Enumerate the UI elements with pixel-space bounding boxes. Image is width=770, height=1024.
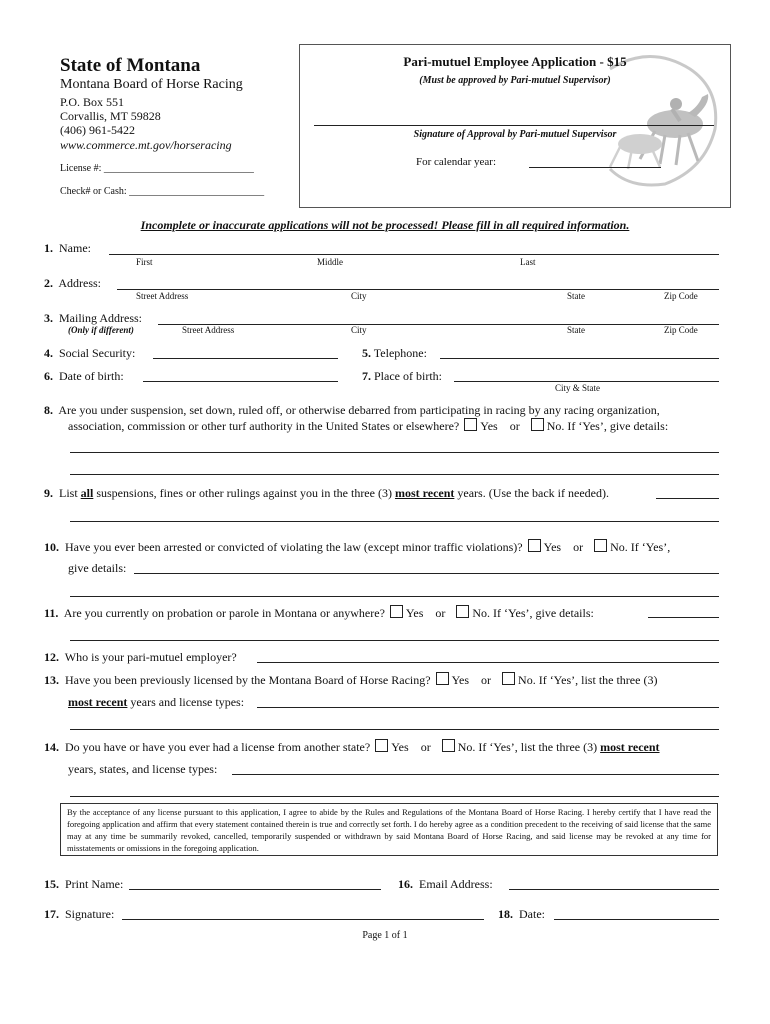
q3-row: 3. Mailing Address:	[44, 311, 142, 325]
middle-label: Middle	[317, 257, 343, 267]
address-field[interactable]	[117, 275, 719, 289]
email-address-field[interactable]	[509, 875, 719, 889]
q12-line	[257, 662, 719, 663]
address-line-1: P.O. Box 551	[60, 95, 125, 109]
q9-inline-line[interactable]	[656, 498, 719, 499]
q2-line	[117, 289, 719, 290]
q2-row: 2. Address:	[44, 276, 102, 290]
q10-yes-checkbox[interactable]	[528, 539, 541, 552]
city-label: City	[351, 291, 367, 301]
q8-line2: association, commission or other turf authority in the United States or elsewhere? Yes or No. If ‘Yes’, give details:	[68, 419, 669, 433]
q11-detail-line[interactable]	[70, 640, 719, 641]
q12-row: 12. Who is your pari-mutuel employer?	[44, 650, 237, 664]
q8-yes-checkbox[interactable]	[464, 418, 477, 431]
q13-yes-checkbox[interactable]	[436, 672, 449, 685]
license-number-label: License #: ______________________________	[60, 163, 254, 174]
name-field[interactable]	[109, 240, 719, 254]
q13-row: 13. Have you been previously licensed by the Montana Board of Horse Racing? Yes or No. If ‘Yes’, list the three (3)	[44, 673, 658, 687]
q11-yes-checkbox[interactable]	[390, 605, 403, 618]
q5-row: 5. Telephone:	[362, 346, 427, 360]
q14-yes-checkbox[interactable]	[375, 739, 388, 752]
calendar-year-line	[529, 167, 661, 168]
social-security-field[interactable]	[153, 344, 338, 358]
mailing-zip-label: Zip Code	[664, 325, 698, 335]
calendar-year-field[interactable]	[529, 153, 661, 167]
q9-detail-line[interactable]	[70, 521, 719, 522]
q15-line	[129, 889, 381, 890]
agreement-text: By the acceptance of any license pursuant to this application, I agree to abide by the Rules and Regulations of the Montana Board of Horse Racing. I hereby certify that I have read the foregoing application and affirm that every statement contained therein is true and correctly set forth. I do hereby agree as a condition precedent to the receiving of said license that the same may at any time be summarily revoked, cancelled, temporarily suspended or withdrawn by said Montana Board of Horse Racing, and said license may be revoked at any time for misstatements or omissions in the foregoing application.	[60, 803, 718, 856]
page-number: Page 1 of 1	[362, 930, 408, 941]
approval-box	[299, 44, 731, 208]
date-field[interactable]	[554, 905, 719, 919]
telephone-field[interactable]	[440, 344, 719, 358]
state-label: State	[567, 291, 585, 301]
q16-row: 16. Email Address:	[398, 877, 493, 891]
print-name-field[interactable]	[129, 875, 381, 889]
check-cash-label: Check# or Cash: ___________________________	[60, 186, 265, 197]
q11-row: 11. Are you currently on probation or parole in Montana or anywhere? Yes or No. If ‘Yes’, give details:	[44, 606, 594, 620]
q18-line	[554, 919, 719, 920]
q4-row: 4. Social Security:	[44, 346, 136, 360]
q8-no-checkbox[interactable]	[531, 418, 544, 431]
q5-line	[440, 358, 719, 359]
q4-line	[153, 358, 338, 359]
q8-detail-line-1[interactable]	[70, 452, 719, 453]
place-of-birth-field[interactable]	[454, 367, 719, 381]
only-if-different-note: (Only if different)	[68, 325, 134, 335]
mailing-street-label: Street Address	[182, 325, 235, 335]
q3-line	[158, 324, 719, 325]
website: www.commerce.mt.gov/horseracing	[60, 138, 232, 152]
q1-line	[109, 254, 719, 255]
q6-row: 6. Date of birth:	[44, 369, 124, 383]
q18-row: 18. Date:	[498, 907, 545, 921]
q13-detail-line-1[interactable]	[257, 707, 719, 708]
q13-detail-line-2[interactable]	[70, 729, 719, 730]
q6-line	[143, 381, 338, 382]
q10-no-checkbox[interactable]	[594, 539, 607, 552]
q7-row: 7. Place of birth:	[362, 369, 442, 383]
city-state-label: City & State	[555, 383, 600, 393]
q9-row: 9. List all suspensions, fines or other rulings against you in the three (3) most recent years. (Use the back if needed).	[44, 486, 609, 500]
q14-row: 14. Do you have or have you ever had a license from another state? Yes or No. If ‘Yes’, list the three (3) most recent	[44, 740, 660, 754]
application-title: Pari-mutuel Employee Application - $15	[403, 54, 627, 69]
q16-line	[509, 889, 719, 890]
calendar-year-label: For calendar year:	[416, 156, 497, 168]
q11-inline-line[interactable]	[648, 617, 719, 618]
incomplete-warning: Incomplete or inaccurate applications will not be processed! Please fill in all required information.	[140, 218, 630, 232]
q10-row: 10. Have you ever been arrested or convicted of violating the law (except minor traffic violations)? Yes or No. If ‘Yes’,	[44, 540, 671, 554]
q14-line2: years, states, and license types:	[68, 762, 218, 776]
horse-racing-watermark-icon	[580, 49, 730, 199]
q14-no-checkbox[interactable]	[442, 739, 455, 752]
q1-row: 1. Name:	[44, 241, 91, 255]
supervisor-signature-line	[314, 125, 714, 126]
first-label: First	[136, 257, 153, 267]
date-of-birth-field[interactable]	[143, 367, 338, 381]
q10-detail-line-1[interactable]	[134, 573, 719, 574]
q14-detail-line-1[interactable]	[232, 774, 719, 775]
phone-number: (406) 961-5422	[60, 123, 135, 137]
q13-no-checkbox[interactable]	[502, 672, 515, 685]
address-line-2: Corvallis, MT 59828	[60, 109, 161, 123]
q10-line2: give details:	[68, 561, 127, 575]
zip-code-label: Zip Code	[664, 291, 698, 301]
board-name: Montana Board of Horse Racing	[60, 77, 243, 92]
q7-line	[454, 381, 719, 382]
supervisor-signature-label: Signature of Approval by Pari-mutuel Supervisor	[413, 129, 617, 140]
last-label: Last	[520, 257, 536, 267]
q11-no-checkbox[interactable]	[456, 605, 469, 618]
street-address-label: Street Address	[136, 291, 189, 301]
q15-row: 15. Print Name:	[44, 877, 124, 891]
q10-detail-line-2[interactable]	[70, 596, 719, 597]
q14-detail-line-2[interactable]	[70, 796, 719, 797]
q8-line1: 8. Are you under suspension, set down, ruled off, or otherwise debarred from participating in racing by any racing organization,	[44, 403, 660, 417]
mailing-state-label: State	[567, 325, 585, 335]
approval-note: (Must be approved by Pari-mutuel Supervisor)	[419, 75, 611, 86]
q13-line2: most recent years and license types:	[68, 695, 245, 709]
q8-detail-line-2[interactable]	[70, 474, 719, 475]
mailing-address-field[interactable]	[158, 310, 719, 324]
q17-line	[122, 919, 484, 920]
mailing-city-label: City	[351, 325, 367, 335]
signature-field[interactable]	[122, 905, 484, 919]
employer-field[interactable]	[257, 648, 719, 662]
agency-title: State of Montana	[60, 55, 201, 76]
q17-row: 17. Signature:	[44, 907, 115, 921]
